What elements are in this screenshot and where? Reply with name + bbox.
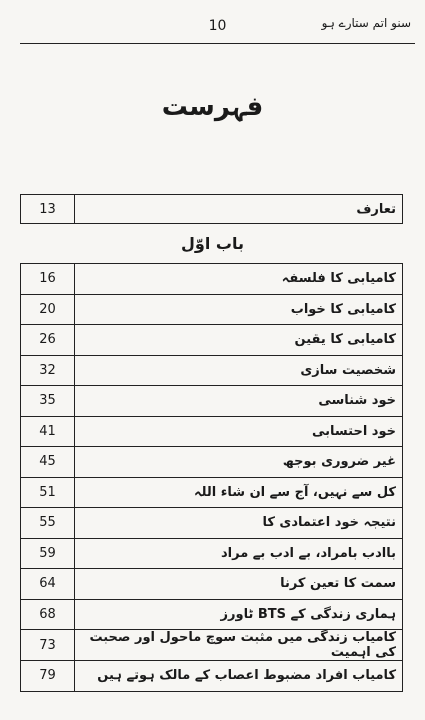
toc-entry-label: خود شناسی — [75, 386, 403, 417]
toc-row — [21, 569, 403, 600]
toc-page-number: 41 — [21, 416, 75, 447]
toc-row — [21, 538, 403, 569]
toc-entry-label: غیر ضروری بوجھ — [75, 447, 403, 478]
toc-page-number: 16 — [21, 264, 75, 295]
toc-entry-label: سمت کا تعین کرنا — [75, 569, 403, 600]
page-title: فہرست — [161, 92, 264, 122]
toc-entry-label: کامیابی کا یقین — [75, 325, 403, 356]
toc-row — [21, 661, 403, 692]
toc-page-number: 13 — [21, 195, 75, 224]
toc-entry-label: کل سے نہیں، آج سے ان شاء اللہ — [75, 477, 403, 508]
toc-entry-label: کامیاب افراد مضبوط اعصاب کے مالک ہوتے ہیں — [75, 661, 403, 692]
toc-entry-label: کامیاب زندگی میں مثبت سوچ ماحول اور صحبت کی اہمیت — [75, 630, 403, 661]
toc-entry-label: ہماری زندگی کے BTS ٹاورز — [75, 599, 403, 630]
page-header — [20, 16, 415, 44]
intro-table — [20, 194, 403, 224]
toc-page-number: 79 — [21, 661, 75, 692]
toc-page-number: 51 — [21, 477, 75, 508]
toc-page-number: 55 — [21, 508, 75, 539]
toc-row — [21, 447, 403, 478]
toc-row-intro — [21, 195, 403, 224]
toc-page-number: 35 — [21, 386, 75, 417]
header-rule — [20, 43, 415, 44]
toc-row — [21, 386, 403, 417]
toc-page-number: 64 — [21, 569, 75, 600]
toc-entry-label: باادب بامراد، بے ادب بے مراد — [75, 538, 403, 569]
toc-entry-label: نتیجہ خود اعتمادی کا — [75, 508, 403, 539]
toc-page-number: 68 — [21, 599, 75, 630]
toc-page-number: 45 — [21, 447, 75, 478]
toc-entry-label: تعارف — [75, 195, 403, 224]
toc-page-number: 73 — [21, 630, 75, 661]
toc-row — [21, 508, 403, 539]
toc-page-number: 32 — [21, 355, 75, 386]
toc-row — [21, 355, 403, 386]
page-number: 10 — [208, 18, 227, 34]
chapter-toc-body — [21, 264, 403, 692]
toc-row — [21, 599, 403, 630]
toc-page-number: 26 — [21, 325, 75, 356]
toc-row — [21, 630, 403, 661]
toc-row — [21, 477, 403, 508]
toc-page-number: 20 — [21, 294, 75, 325]
toc-row — [21, 264, 403, 295]
toc-row — [21, 325, 403, 356]
toc-row — [21, 416, 403, 447]
chapter-toc-table — [20, 263, 403, 692]
running-title: سنو اتم ستارے ہو — [321, 16, 411, 30]
toc-page-number: 59 — [21, 538, 75, 569]
toc-entry-label: شخصیت سازی — [75, 355, 403, 386]
toc-row — [21, 294, 403, 325]
chapter-title: باب اوّل — [181, 234, 244, 253]
toc-entry-label: کامیابی کا فلسفہ — [75, 264, 403, 295]
toc-entry-label: کامیابی کا خواب — [75, 294, 403, 325]
toc-entry-label: خود احتسابی — [75, 416, 403, 447]
